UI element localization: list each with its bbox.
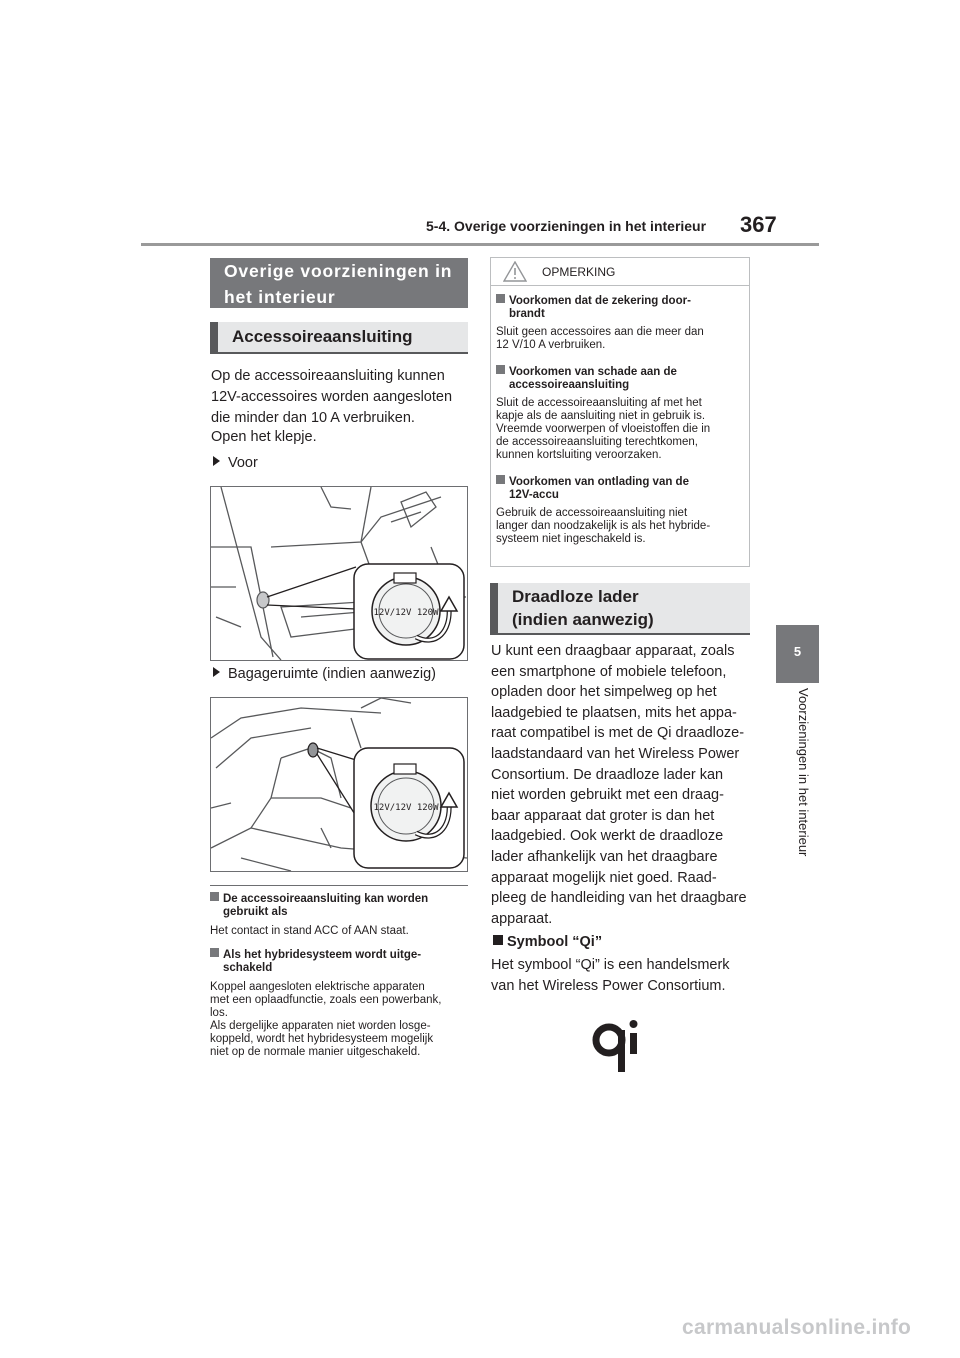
subsection-banner-accessory bbox=[210, 322, 468, 354]
note-line: Koppel aangesloten elektrische apparaten bbox=[210, 981, 425, 993]
notice-label: OPMERKING bbox=[542, 265, 616, 279]
heading-line: De accessoireaansluiting kan worden bbox=[223, 893, 429, 905]
notice-line: Sluit geen accessoires aan die meer dan bbox=[496, 326, 704, 338]
intro-line: Op de accessoireaansluiting kunnen bbox=[211, 368, 445, 384]
square-bullet-icon bbox=[493, 935, 503, 945]
wireless-paragraph bbox=[491, 641, 753, 929]
notice-header-rule bbox=[490, 285, 750, 286]
watermark: carmanualsonline.info bbox=[682, 1316, 912, 1339]
note-heading-1 bbox=[210, 892, 472, 919]
qi-paragraph bbox=[491, 955, 753, 997]
square-bullet-icon bbox=[496, 294, 505, 303]
notice-line: Gebruik de accessoireaansluiting niet bbox=[496, 507, 688, 519]
bullet-label: Voor bbox=[228, 455, 258, 471]
heading-line: Voorkomen dat de zekering door- bbox=[509, 295, 691, 307]
heading-line: Voorkomen van ontlading van de bbox=[509, 476, 689, 488]
page-number: 367 bbox=[740, 212, 777, 237]
qi-logo-text: qi bbox=[586, 1017, 587, 1018]
paragraph-line: laadgebied te plaatsen, mits het appa- bbox=[491, 704, 737, 721]
qi-line: Het symbool “Qi” is een handelsmerk bbox=[491, 957, 730, 973]
open-instruction: Open het klepje. bbox=[211, 429, 317, 445]
subsection-title: Accessoireaansluiting bbox=[232, 327, 413, 346]
paragraph-line: lader afhankelijk van het draagbare bbox=[491, 848, 718, 865]
square-bullet-icon bbox=[210, 892, 219, 901]
heading-line: 12V-accu bbox=[509, 489, 559, 501]
main-section-banner bbox=[210, 258, 468, 308]
left-notes bbox=[210, 892, 472, 1059]
paragraph-line: opladen door het simpelweg op het bbox=[491, 684, 717, 701]
notice-text-3 bbox=[496, 507, 746, 546]
qi-heading bbox=[493, 932, 602, 953]
notice-text-1 bbox=[496, 326, 746, 352]
arrow-bullet-icon bbox=[213, 667, 220, 677]
paragraph-line: pleeg de handleiding van het draagbare bbox=[491, 890, 747, 907]
intro-line: 12V-accessoires worden aangesloten bbox=[211, 389, 453, 405]
chapter-number: 5 bbox=[793, 644, 802, 659]
heading-line: schakeld bbox=[223, 962, 273, 974]
heading-line: accessoireaansluiting bbox=[509, 379, 630, 391]
main-banner-line-2: het interieur bbox=[224, 287, 336, 307]
notice-heading-3 bbox=[496, 475, 746, 502]
paragraph-line: U kunt een draagbaar apparaat, zoals bbox=[491, 643, 735, 659]
note-heading-2 bbox=[210, 948, 472, 975]
note-line: met een oplaadfunctie, zoals een powerbank, bbox=[210, 994, 442, 1006]
notice-heading-2 bbox=[496, 365, 746, 392]
trunk-interior-drawing bbox=[211, 698, 467, 871]
note-line: niet op de normale manier uitgeschakeld. bbox=[210, 1046, 421, 1058]
notes-divider bbox=[210, 885, 468, 886]
notice-line: 12 V/10 A verbruiken. bbox=[496, 339, 606, 351]
paragraph-line: een smartphone of mobiele telefoon, bbox=[491, 663, 727, 680]
subsection-title-line: (indien aanwezig) bbox=[512, 610, 654, 629]
paragraph-line: laadstandaard van het Wireless Power bbox=[491, 745, 740, 762]
paragraph-line: baar apparaat dat groter is dan het bbox=[491, 807, 715, 824]
notice-line: kapje als de aansluiting niet in gebruik is. bbox=[496, 410, 706, 422]
notice-line: Vreemde voorwerpen of vloeistoffen die in bbox=[496, 423, 711, 435]
intro-line: die minder dan 10 A verbruiken. bbox=[211, 410, 415, 426]
front-interior-drawing bbox=[211, 487, 467, 660]
note-line: Als dergelijke apparaten niet worden losge- bbox=[210, 1020, 431, 1032]
chapter-tab bbox=[776, 625, 819, 683]
notice-line: de accessoireaansluiting terechtkomen, bbox=[496, 436, 699, 448]
header-rule bbox=[141, 243, 819, 246]
heading-line: Voorkomen van schade aan de bbox=[509, 366, 677, 378]
subsection-title-line: Draadloze lader bbox=[512, 587, 639, 606]
intro-paragraph bbox=[211, 366, 471, 429]
note-text-2 bbox=[210, 981, 472, 1059]
section-title: 5-4. Overige voorzieningen in het interieur bbox=[426, 218, 707, 234]
paragraph-line: apparaat. bbox=[491, 910, 553, 927]
notice-heading-1 bbox=[496, 294, 746, 321]
bullet-trunk bbox=[213, 664, 436, 685]
subsection-banner-wireless bbox=[490, 583, 750, 635]
notice-line: langer dan noodzakelijk is als het hybride- bbox=[496, 520, 711, 532]
bullet-front bbox=[213, 453, 258, 474]
notice-line: kunnen kortsluiting veroorzaken. bbox=[496, 449, 662, 461]
heading-line: Als het hybridesysteem wordt uitge- bbox=[223, 949, 422, 961]
paragraph-line: apparaat mogelijk niet goed. Raad- bbox=[491, 869, 717, 886]
chapter-title: Voorzieningen in het interieur bbox=[796, 688, 811, 857]
qi-heading-label: Symbool “Qi” bbox=[507, 934, 603, 950]
notice-line: Sluit de accessoireaansluiting af met het bbox=[496, 397, 702, 409]
paragraph-line: Consortium. De draadloze lader kan bbox=[491, 766, 724, 783]
note-line: los. bbox=[210, 1007, 228, 1019]
qi-line: van het Wireless Power Consortium. bbox=[491, 978, 726, 994]
notice-list bbox=[496, 294, 746, 546]
square-bullet-icon bbox=[496, 365, 505, 374]
notice-line: systeem niet ingeschakeld is. bbox=[496, 533, 646, 545]
heading-line: gebruikt als bbox=[223, 906, 288, 918]
socket-cap-label: 12V/12V 120W bbox=[373, 608, 439, 618]
heading-line: brandt bbox=[509, 308, 545, 320]
bullet-label: Bagageruimte (indien aanwezig) bbox=[228, 666, 436, 682]
paragraph-line: laadgebied. Ook werkt de draadloze bbox=[491, 828, 724, 845]
arrow-bullet-icon bbox=[213, 456, 220, 466]
socket-cap-label: 12V/12V 120W bbox=[373, 803, 439, 813]
paragraph-line: niet worden gebruikt met een draag- bbox=[491, 787, 724, 804]
paragraph-line: raat compatibel is met de Qi draadloze- bbox=[491, 725, 745, 742]
warning-triangle-icon bbox=[503, 261, 527, 287]
main-banner-line-1: Overige voorzieningen in bbox=[224, 261, 453, 281]
square-bullet-icon bbox=[496, 475, 505, 484]
note-text-1: Het contact in stand ACC of AAN staat. bbox=[210, 925, 409, 937]
qi-logo bbox=[586, 1017, 646, 1078]
note-line: koppeld, wordt het hybridesysteem mogelijk bbox=[210, 1033, 434, 1045]
square-bullet-icon bbox=[210, 948, 219, 957]
front-socket-illustration bbox=[210, 486, 468, 661]
trunk-socket-illustration bbox=[210, 697, 468, 872]
notice-text-2 bbox=[496, 397, 746, 462]
